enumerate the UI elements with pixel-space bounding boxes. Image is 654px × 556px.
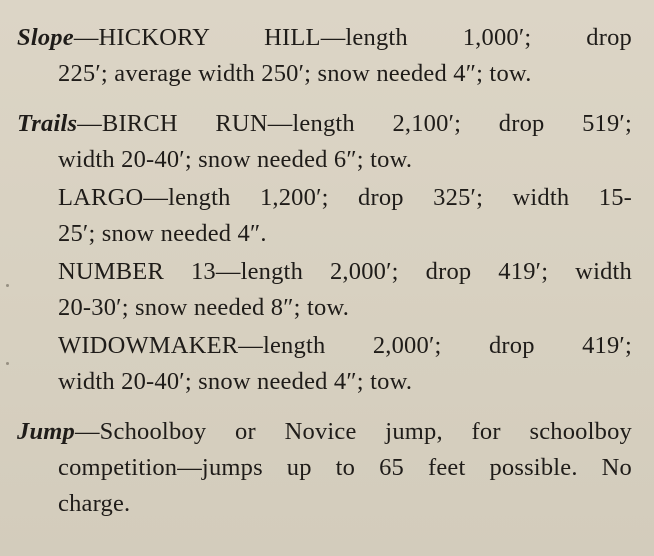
jump-line-1 [17, 414, 632, 450]
trails-heading: Trails [17, 110, 78, 137]
jump-heading: Jump [17, 418, 75, 445]
slope-heading: Slope [17, 24, 74, 51]
trail-item-line-1: WIDOWMAKER—length 2,000′; drop 419′; [58, 332, 632, 359]
jump-line-3: charge. [58, 490, 131, 517]
jump-line-2: competition—jumps up to 65 feet possible. No [58, 454, 632, 481]
slope-line-1-text: —HICKORY HILL—length 1,000′; drop [73, 24, 632, 51]
trails-entry [17, 106, 632, 178]
trail-item-line-1: LARGO—length 1,200′; drop 325′; width 15- [58, 184, 632, 211]
trail-item-line-1: NUMBER 13—length 2,000′; drop 419′; width [58, 258, 632, 285]
trail-item-line-2: 25′; snow needed 4″. [58, 220, 267, 247]
trail-item-line-2: 20-30′; snow needed 8″; tow. [58, 294, 350, 321]
jump-line-1-text: —Schoolboy or Novice jump, for schoolboy [74, 418, 632, 445]
jump-entry [17, 414, 632, 522]
paper-speck [6, 362, 9, 365]
paper-speck [6, 284, 9, 287]
slope-entry [17, 20, 632, 92]
trail-item-widowmaker [17, 328, 632, 400]
trail-item-largo [17, 180, 632, 252]
trail-item-line-2: width 20-40′; snow needed 4″; tow. [58, 368, 413, 395]
trail-item-number-13 [17, 254, 632, 326]
trails-line-1-text: —BIRCH RUN—length 2,100′; drop 519′; [77, 110, 632, 137]
trails-line-2: width 20-40′; snow needed 6″; tow. [58, 146, 413, 173]
trails-line-1 [17, 106, 632, 142]
slope-line-2: 225′; average width 250′; snow needed 4″; tow. [58, 60, 532, 87]
slope-line-1 [17, 20, 632, 56]
